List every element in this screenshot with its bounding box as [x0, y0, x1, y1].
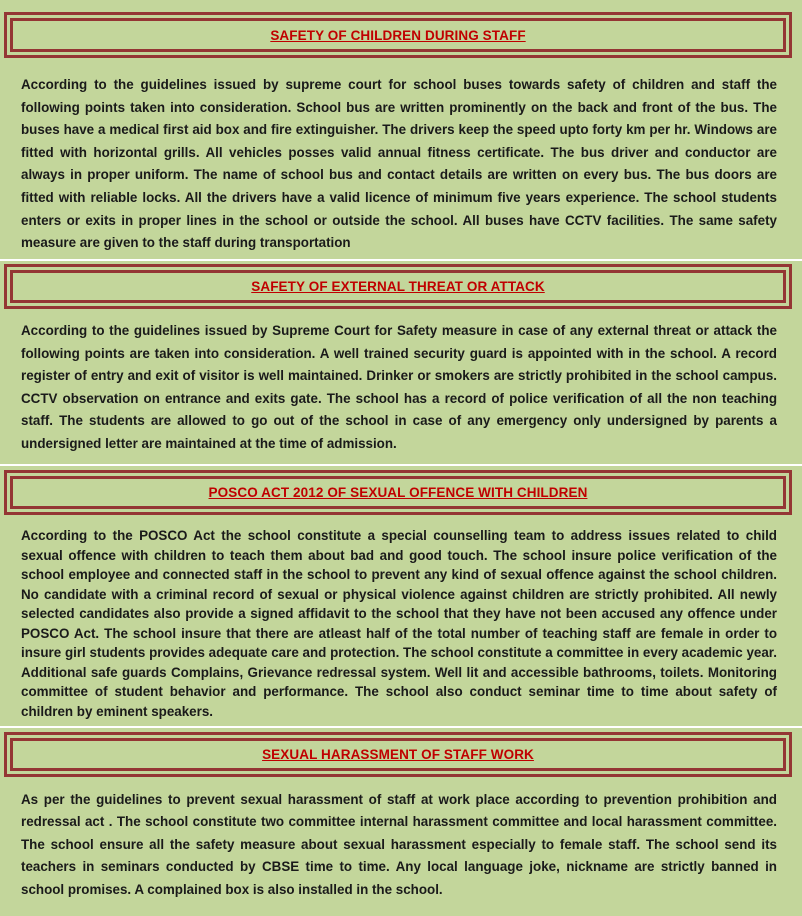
section-3-heading: POSCO ACT 2012 OF SEXUAL OFFENCE WITH CHILDREN: [208, 485, 588, 500]
section-divider: [0, 726, 802, 728]
section-4-body: As per the guidelines to prevent sexual harassment of staff at work place according to prevention prohibition and redressal act . The school constitute two committee internal harassment committee and local harassment committee. The school ensure all the safety measure about sexual harassment especially to female staff. The school send its teachers in seminars conducted by CBSE time to time. Any local language joke, nickname are strictly banned in school promises. A complained box is also installed in the school.: [21, 792, 777, 897]
section-3-heading-frame: [10, 476, 786, 509]
section-1-heading-box: [4, 12, 792, 58]
section-2-heading: SAFETY OF EXTERNAL THREAT OR ATTACK: [251, 279, 545, 294]
section-4-heading-box: [4, 732, 792, 777]
section-1-heading-frame: [10, 18, 786, 52]
section-3-heading-box: [4, 470, 792, 515]
section-2-body: According to the guidelines issued by Supreme Court for Safety measure in case of any external threat or attack the following points are taken into consideration. A well trained security guard is appointed with in the school. A record register of entry and exit of visitor is well maintained. Drinker or smokers are strictly prohibited in the school campus. CCTV observation on entrance and exits gate. The school has a record of police verification of all the non teaching staff. The students are allowed to go out of the school in case of any emergency only undersigned by parents a undersigned letter are maintained at the time of admission.: [21, 323, 777, 451]
section-4-heading: SEXUAL HARASSMENT OF STAFF WORK: [262, 747, 534, 762]
section-4-heading-frame: [10, 738, 786, 771]
section-divider: [0, 464, 802, 466]
section-1-heading: SAFETY OF CHILDREN DURING STAFF: [270, 27, 526, 43]
section-2-heading-box: [4, 264, 792, 309]
section-3-body: According to the POSCO Act the school constitute a special counselling team to address issues related to child sexual offence with children to teach them about bad and good touch. The school insure police verification of the school employee and connected staff in the school to prevent any kind of sexual offence against the school children. No candidate with a criminal record of sexual or physical violence against children are strictly prohibited. All newly selected candidates also provide a signed affidavit to the school that they have not been accused any offence under POSCO Act. The school insure that there are atleast half of the total number of teaching staff are female in order to insure girl students provides adequate care and protection. The school constitute a committee in every academic year. Additional safe guards Complains, Grievance redressal system. Well lit and accessible bathrooms, toilets. Monitoring committee of student behavior and performance. The school also conduct seminar time to time about safety of children by eminent speakers.: [21, 528, 777, 719]
section-1-body: According to the guidelines issued by supreme court for school buses towards safety of children and staff the following points taken into consideration. School bus are written prominently on the back and front of the bus. The buses have a medical first aid box and fire extinguisher. The drivers keep the speed upto forty km per hr. Windows are fitted with horizontal grills. All vehicles posses valid annual fitness certificate. The bus driver and conductor are always in proper uniform. The name of school bus and contact details are written on every bus. The bus doors are fitted with reliable locks. All the drivers have a valid licence of minimum five years experience. The school students enters or exits in proper lines in the school or outside the school. All buses have CCTV facilities. The same safety measure are given to the staff during transportation: [21, 77, 777, 251]
section-divider: [0, 259, 802, 261]
section-2-heading-frame: [10, 270, 786, 303]
